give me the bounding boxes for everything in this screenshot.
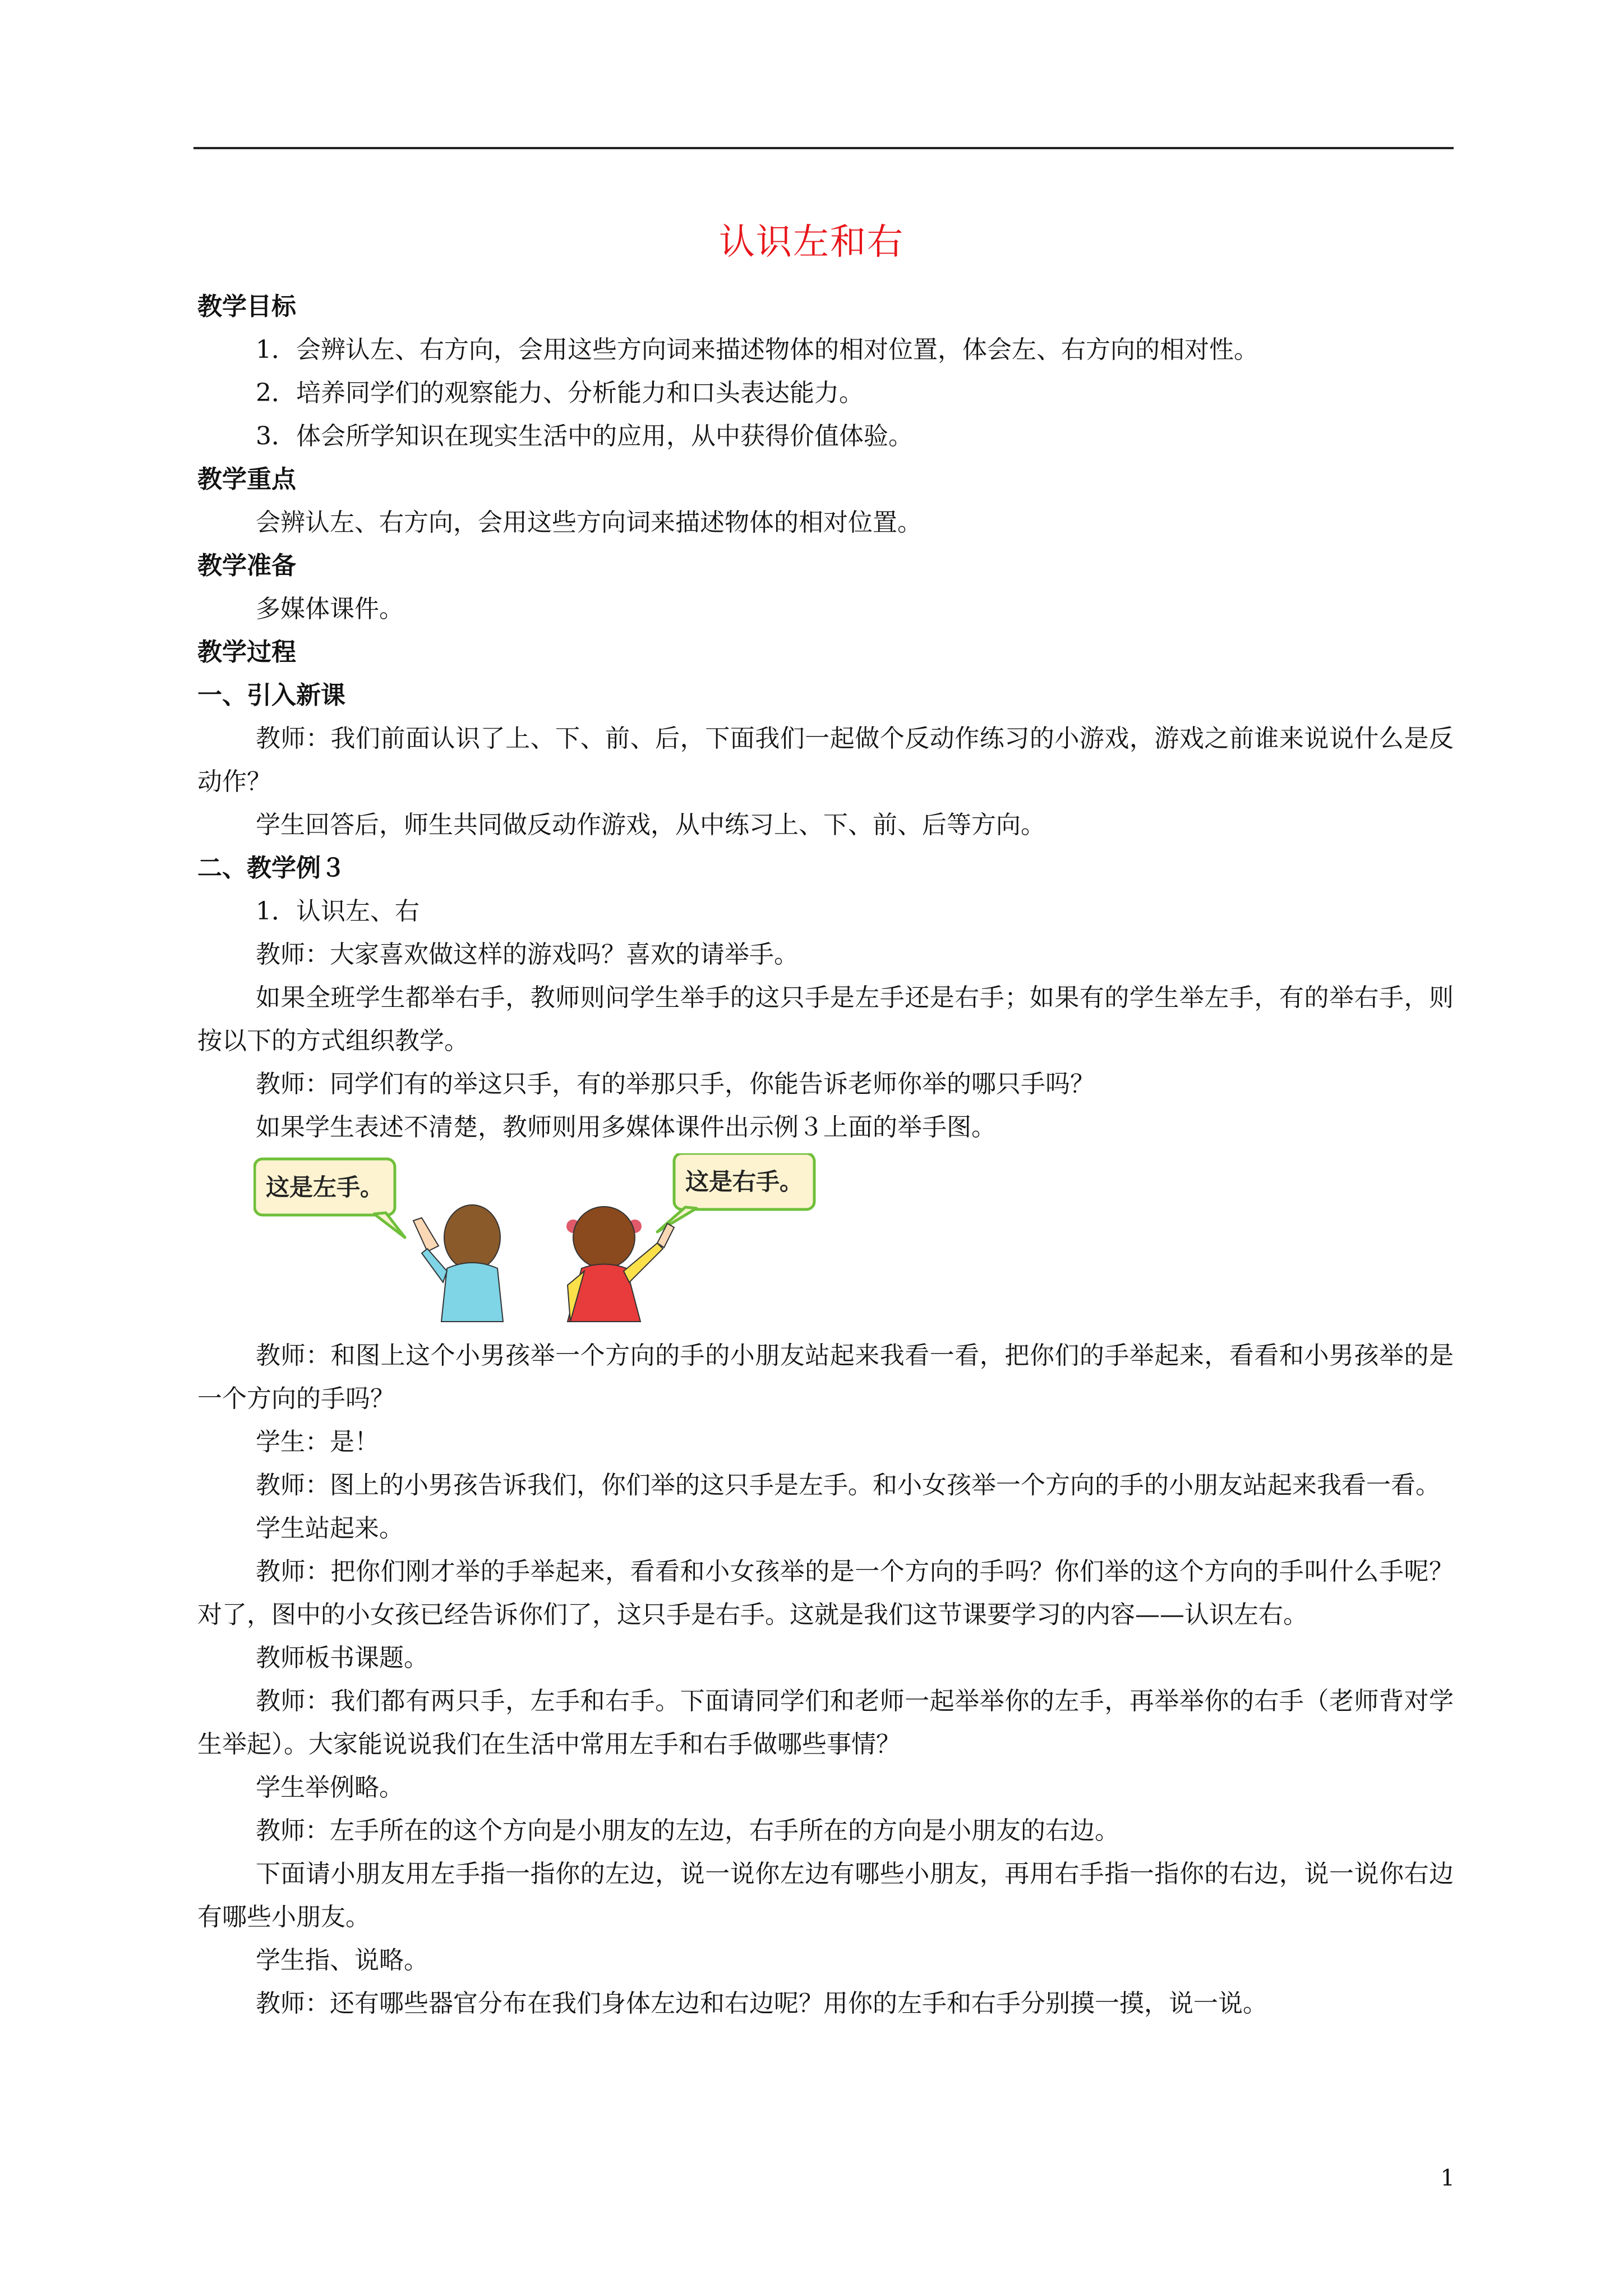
goal-item-1: 1．会辨认左、右方向，会用这些方向词来描述物体的相对位置，体会左、右方向的相对性。: [256, 335, 1258, 364]
section-heading-focus: 教学重点: [197, 465, 296, 494]
paragraph: 教师：大家喜欢做这样的游戏吗？喜欢的请举手。: [256, 940, 799, 969]
speech-bubble-left: [255, 1159, 405, 1237]
paragraph: 教师：我们前面认识了上、下、前、后，下面我们一起做个反动作练习的小游戏，游戏之前谁来说说什么是反动作？: [197, 724, 1454, 796]
paragraph: 学生站起来。: [256, 1514, 404, 1543]
paragraph: 教师：和图上这个小男孩举一个方向的手的小朋友站起来我看一看，把你们的手举起来，看看和小男孩举的是一个方向的手吗？: [197, 1341, 1454, 1413]
part2-heading: 二、教学例３: [197, 854, 345, 882]
section-heading-process: 教学过程: [197, 638, 296, 666]
paragraph: 学生：是！: [256, 1428, 379, 1456]
paragraph: 教师板书课题。: [256, 1644, 428, 1672]
paragraph: 如果学生表述不清楚，教师则用多媒体课件出示例３上面的举手图。: [256, 1113, 996, 1142]
paragraph: 学生举例略。: [256, 1773, 404, 1802]
paragraph: 教师：同学们有的举这只手，有的举那只手，你能告诉老师你举的哪只手吗？: [256, 1070, 1095, 1098]
paragraph: 学生指、说略。: [256, 1946, 428, 1975]
bubble-right-text: 这是右手。: [685, 1168, 804, 1195]
document-body: [197, 285, 1454, 2025]
figure-container: [197, 1149, 1454, 1334]
header-rule: [193, 147, 1454, 149]
paragraph: 教师：把你们刚才举的手举起来，看看和小女孩举的是一个方向的手吗？你们举的这个方向的手叫什么手呢？对了，图中的小女孩已经告诉你们了，这只手是右手。这就是我们这节课要学习的内容——认识左右。: [197, 1557, 1454, 1629]
part1-heading: 一、引入新课: [197, 681, 345, 710]
paragraph: 学生回答后，师生共同做反动作游戏，从中练习上、下、前、后等方向。: [256, 811, 1045, 839]
speech-bubble-right: [657, 1153, 814, 1232]
goal-item-3: 3．体会所学知识在现实生活中的应用，从中获得价值体验。: [256, 422, 913, 450]
boy-figure: [413, 1205, 503, 1322]
paragraph: 下面请小朋友用左手指一指你的左边，说一说你左边有哪些小朋友，再用右手指一指你的右边，说一说你右边有哪些小朋友。: [197, 1860, 1454, 1931]
bubble-left-text: 这是左手。: [265, 1174, 384, 1201]
paragraph: 教师：图上的小男孩告诉我们，你们举的这只手是左手。和小女孩举一个方向的手的小朋友站起来我看一看。: [256, 1471, 1440, 1499]
page-number: 1: [1440, 2165, 1455, 2191]
section-heading-goals: 教学目标: [197, 292, 296, 321]
paragraph: 教师：左手所在的这个方向是小朋友的左边，右手所在的方向是小朋友的右边。: [256, 1816, 1119, 1845]
section-heading-prep: 教学准备: [197, 551, 296, 580]
paragraph: 如果全班学生都举右手，教师则问学生举手的这只手是左手还是右手；如果有的学生举左手，有的举右手，则按以下的方式组织教学。: [197, 983, 1454, 1055]
subheading: 1．认识左、右: [256, 897, 419, 926]
focus-text: 会辨认左、右方向，会用这些方向词来描述物体的相对位置。: [256, 508, 922, 537]
raised-hands-illustration: [253, 1153, 837, 1327]
goal-item-2: 2．培养同学们的观察能力、分析能力和口头表达能力。: [256, 379, 864, 407]
paragraph: 教师：还有哪些器官分布在我们身体左边和右边呢？用你的左手和右手分别摸一摸，说一说。: [256, 1989, 1267, 2018]
girl-figure: [566, 1207, 674, 1322]
prep-text: 多媒体课件。: [256, 595, 404, 623]
page-title: 认识左和右: [719, 222, 904, 263]
paragraph: 教师：我们都有两只手，左手和右手。下面请同学们和老师一起举举你的左手，再举举你的右手（老师背对学生举起）。大家能说说我们在生活中常用左手和右手做哪些事情？: [197, 1687, 1454, 1759]
